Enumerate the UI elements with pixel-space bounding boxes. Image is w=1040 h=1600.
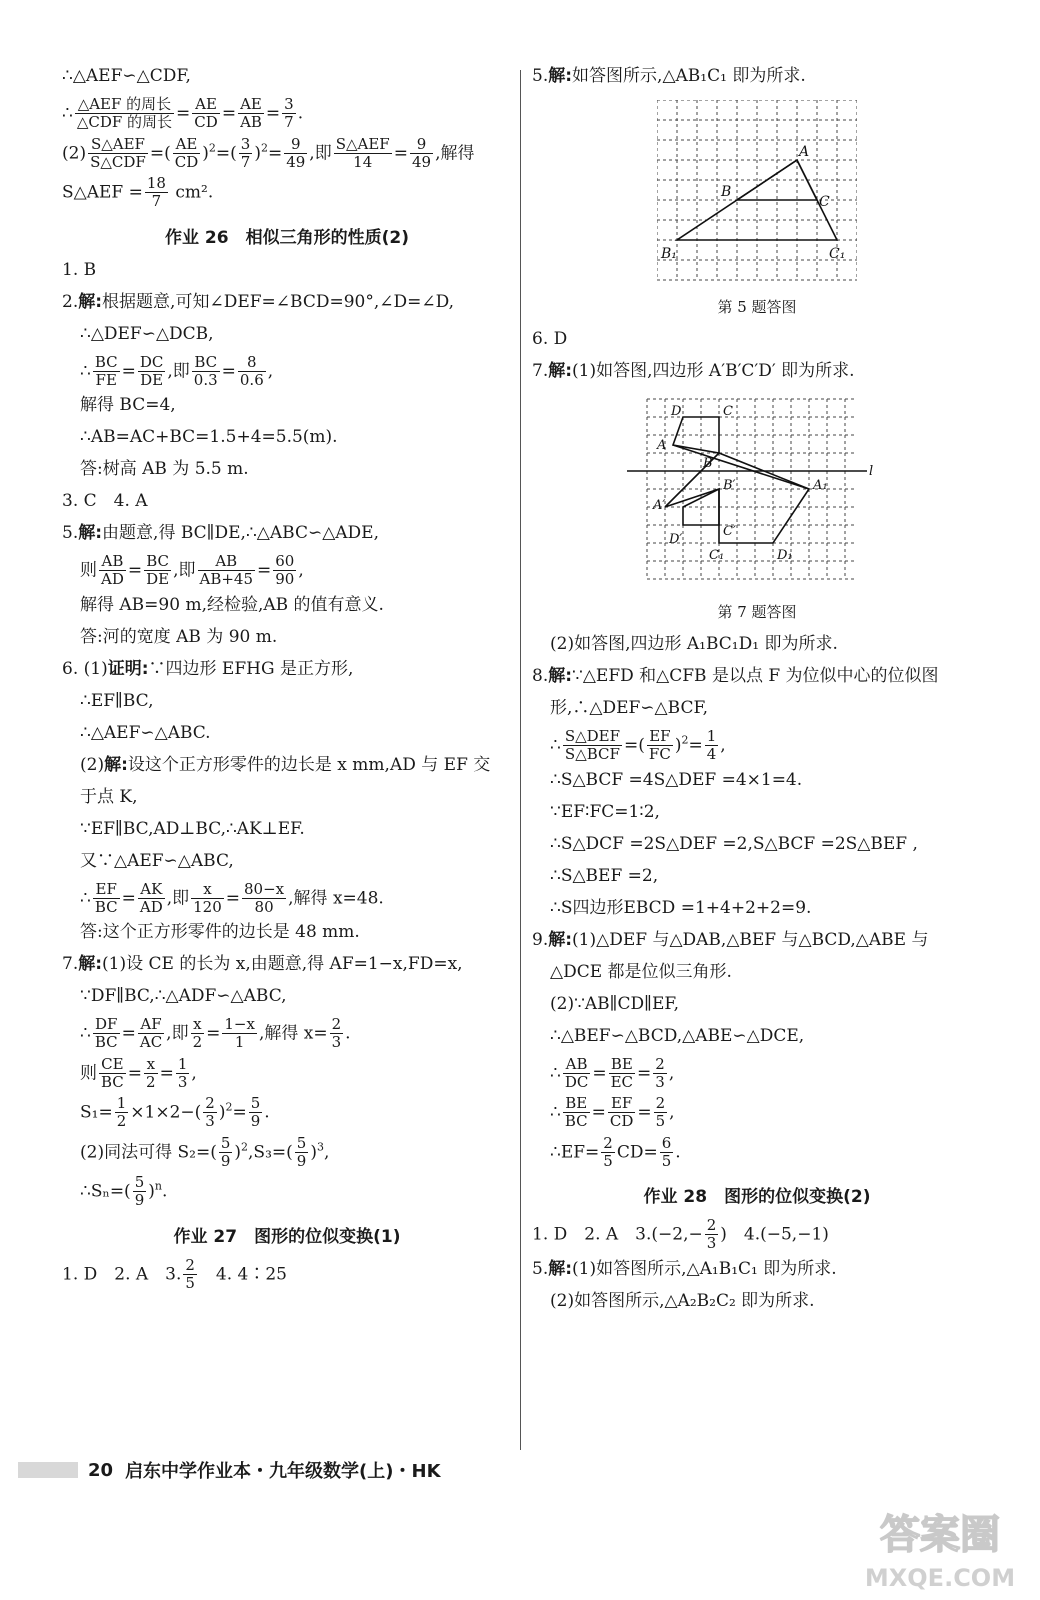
- fraction: $\frac{BC}{FE}$: [94, 352, 118, 389]
- answer-line: 7.解:(1)设 CE 的长为 x,由题意,得 AF=1−x,FD=x,: [62, 954, 463, 974]
- fraction: $\frac{\text{S△DEF}}{\text{S△BCF}}$: [564, 727, 621, 764]
- fraction: $\frac{5}{9}$: [250, 1094, 261, 1131]
- label-d: D: [671, 404, 682, 419]
- fraction: $\frac{3}{7}$: [240, 134, 251, 171]
- text-line: 解得 AB=90 m,经检验,AB 的值有意义.: [80, 594, 384, 615]
- watermark-text-1: 答案圈: [880, 1512, 1000, 1558]
- figure-5: [532, 94, 982, 292]
- column-divider: [520, 70, 521, 1450]
- grid-figure-7: [627, 395, 887, 591]
- text-line: ∴ $\frac{BC}{FE}$ = $\frac{DC}{DE}$ ,即 $\frac{BC}{0.3}$ = $\frac{8}{0.6}$ ,: [80, 352, 274, 389]
- text-line: ∴ $\frac{\text{△AEF 的周长}}{\text{△CDF 的周长}}$ = $\frac{AE}{CD}$ = $\frac{AE}{AB}$ = $\frac{3}{7}$ .: [62, 95, 304, 132]
- fraction: $\frac{AE}{AB}$: [240, 95, 262, 132]
- answer-line: 1. B: [62, 259, 97, 280]
- ray-a-a1: [673, 445, 809, 489]
- fraction: $\frac{1}{2}$: [116, 1094, 127, 1131]
- text-line: (2) $\frac{\text{S△AEF}}{\text{S△CDF}}$ =( $\frac{AE}{CD}$ )$^2$=( $\frac{3}{7}$ )$^2$= $\frac{9}{49}$ ,即 $\frac{\text{S△AEF}}{14}$ = $\frac{9}{49}$ ,解得: [62, 134, 475, 171]
- grid-figure-5: [657, 100, 857, 286]
- text-line: 则 $\frac{CE}{BC}$ = $\frac{x}{2}$ = $\frac{1}{3}$ ,: [80, 1054, 197, 1091]
- text-line: ∴S△BCF =4S△DEF =4×1=4.: [550, 769, 803, 790]
- text-line: ∵DF∥BC,∴△ADF∽△ABC,: [80, 986, 287, 1006]
- label-a: A: [657, 438, 667, 453]
- fraction: $\frac{8}{0.6}$: [239, 352, 264, 389]
- text-line: ∴S四边形EBCD =1+4+2+2=9.: [550, 897, 812, 918]
- book-title: 启东中学作业本・九年级数学(上)・HK: [125, 1461, 441, 1482]
- text-line: ∴△DEF∽△DCB,: [80, 323, 214, 344]
- section-heading: 作业 26 相似三角形的性质(2): [165, 227, 409, 248]
- text-line: (2)∵AB∥CD∥EF,: [550, 993, 679, 1014]
- watermark-logo: [850, 1500, 1030, 1596]
- fraction: $\frac{AE}{CD}$: [174, 134, 199, 171]
- fraction: $\frac{EF}{FC}$: [648, 727, 671, 764]
- text-line: ∴ $\frac{\text{S△DEF}}{\text{S△BCF}}$ =( $\frac{EF}{FC}$ )$^2$= $\frac{1}{4}$ ,: [550, 727, 726, 764]
- text-line: ∴△AEF∽△CDF,: [62, 66, 191, 86]
- text-line: ∴ $\frac{BE}{BC}$ = $\frac{EF}{CD}$ = $\frac{2}{5}$ ,: [550, 1094, 675, 1131]
- fraction: $\frac{x}{2}$: [146, 1054, 156, 1091]
- fraction: $\frac{BC}{0.3}$: [193, 352, 218, 389]
- figure-caption: 第 7 题答图: [717, 603, 797, 621]
- fraction: $\frac{x}{2}$: [192, 1015, 203, 1052]
- fraction: $\frac{EF}{BC}$: [94, 879, 118, 916]
- fraction: $\frac{18}{7}$: [146, 174, 166, 211]
- fraction: $\frac{2}{5}$: [655, 1094, 666, 1131]
- fraction: $\frac{BC}{DE}$: [146, 552, 170, 589]
- fraction: $\frac{CE}{BC}$: [101, 1054, 124, 1091]
- text-line: (2)如答图所示,△A₂B₂C₂ 即为所求.: [550, 1290, 815, 1311]
- fraction: $\frac{5}{9}$: [296, 1133, 307, 1170]
- page-number: 20: [88, 1459, 114, 1481]
- answer-line: 3. C 4. A: [62, 491, 148, 511]
- answer-line: 6. (1)证明:∵四边形 EFHG 是正方形,: [62, 658, 354, 679]
- label-b1: B₁: [661, 246, 677, 262]
- fraction: $\frac{5}{9}$: [134, 1173, 145, 1210]
- figure-caption: 第 5 题答图: [717, 298, 797, 316]
- label-a-prime: A′: [653, 498, 666, 513]
- text-line: 答:河的宽度 AB 为 90 m.: [80, 626, 278, 647]
- fraction: $\frac{9}{49}$: [411, 134, 432, 171]
- answer-line: 9.解:(1)△DEF 与△DAB,△BEF 与△BCD,△ABE 与: [532, 929, 929, 950]
- fraction: $\frac{BE}{EC}$: [610, 1054, 634, 1091]
- text-line: 又∵△AEF∽△ABC,: [80, 850, 234, 871]
- text-line: (2)同法可得 S₂=( $\frac{5}{9}$ )$^2$,S₃=( $\frac{5}{9}$ )$^3$,: [80, 1133, 330, 1170]
- text-line: ∵EF∶FC=1∶2,: [550, 801, 660, 822]
- fraction: $\frac{EF}{CD}$: [609, 1094, 634, 1131]
- fraction: $\frac{6}{5}$: [661, 1133, 672, 1170]
- fraction: $\frac{1}{3}$: [177, 1054, 188, 1091]
- fraction: $\frac{2}{5}$: [603, 1133, 613, 1170]
- fraction: $\frac{80-x}{80}$: [244, 879, 285, 916]
- fraction: $\frac{60}{90}$: [275, 552, 295, 589]
- footer-bar: [18, 1462, 78, 1478]
- text-line: ∴ $\frac{DF}{BC}$ = $\frac{AF}{AC}$ ,即 $\frac{x}{2}$ = $\frac{1-x}{1}$ ,解得 x= $\frac{2}{3}$ .: [80, 1015, 351, 1052]
- fraction: $\frac{AB}{AD}$: [101, 552, 124, 589]
- fraction: $\frac{\text{S△AEF}}{\text{S△CDF}}$: [90, 134, 146, 171]
- answer-line: 7.解:(1)如答图,四边形 A′B′C′D′ 即为所求.: [532, 361, 855, 381]
- text-line: ∴S△BEF =2,: [550, 865, 659, 886]
- page-footer: [18, 1452, 1018, 1488]
- text-line: S₁= $\frac{1}{2}$ ×1×2−( $\frac{2}{3}$ )$^2$= $\frac{5}{9}$ .: [80, 1094, 270, 1131]
- text-line: 形,∴△DEF∽△BCF,: [550, 698, 708, 718]
- fraction: $\frac{DF}{BC}$: [94, 1015, 118, 1052]
- text-line: ∴ $\frac{EF}{BC}$ = $\frac{AK}{AD}$ ,即 $\frac{x}{120}$ = $\frac{80-x}{80}$ ,解得 x=48.: [80, 879, 384, 916]
- label-c1: C₁: [709, 548, 725, 563]
- text-line: ∴△BEF∽△BCD,△ABE∽△DCE,: [550, 1025, 805, 1046]
- section-heading: 作业 27 图形的位似变换(1): [173, 1226, 401, 1247]
- text-line: ∴AB=AC+BC=1.5+4=5.5(m).: [80, 427, 338, 447]
- text-line: ∴Sₙ=( $\frac{5}{9}$ )$^n$.: [80, 1173, 168, 1210]
- text-line: ∴EF∥BC,: [80, 690, 154, 711]
- fraction: $\frac{3}{7}$: [284, 95, 294, 132]
- fraction: $\frac{5}{9}$: [220, 1133, 231, 1170]
- label-a1: A₁: [813, 478, 828, 493]
- label-l: l: [869, 464, 874, 479]
- label-d-prime: D′: [669, 532, 683, 547]
- label-c1: C₁: [829, 246, 846, 262]
- label-b: B: [721, 184, 732, 200]
- right-column: [532, 62, 982, 1319]
- answer-line: 8.解:∵△EFD 和△CFB 是以点 F 为位似中心的位似图: [532, 666, 939, 686]
- label-c: C: [723, 404, 733, 419]
- answer-line: 5.解:如答图所示,△AB₁C₁ 即为所求.: [532, 66, 806, 86]
- label-d1: D₁: [777, 548, 793, 563]
- text-line: △DCE 都是位似三角形.: [550, 961, 732, 982]
- text-line: 于点 K,: [80, 786, 138, 807]
- text-line: ∴EF= $\frac{2}{5}$ CD= $\frac{6}{5}$ .: [550, 1133, 681, 1170]
- fraction: $\frac{2}{3}$: [331, 1015, 342, 1052]
- text-line: ∵EF∥BC,AD⊥BC,∴AK⊥EF.: [80, 818, 305, 839]
- answer-line: 6. D: [532, 329, 568, 349]
- fraction: $\frac{2}{3}$: [205, 1094, 215, 1131]
- text-line: (2)如答图,四边形 A₁BC₁D₁ 即为所求.: [550, 634, 838, 654]
- watermark-text-2: MXQE.COM: [864, 1564, 1016, 1592]
- label-a: A: [799, 144, 810, 160]
- section-heading: 作业 28 图形的位似变换(2): [643, 1187, 871, 1207]
- fraction: $\frac{1-x}{1}$: [224, 1015, 255, 1052]
- figure-7: [532, 389, 982, 597]
- answer-line: 1. D 2. A 3. $\frac{2}{5}$ 4. 4∶25: [62, 1255, 287, 1292]
- answer-line: 5.解:(1)如答图所示,△A₁B₁C₁ 即为所求.: [532, 1258, 837, 1279]
- fraction: $\frac{AB}{DC}$: [564, 1054, 589, 1091]
- fraction: $\frac{AB}{AB+45}$: [199, 552, 254, 589]
- fraction: $\frac{DC}{DE}$: [139, 352, 164, 389]
- answer-line: 2.解:根据题意,可知∠DEF=∠BCD=90°,∠D=∠D,: [62, 291, 455, 312]
- text-line: 答:树高 AB 为 5.5 m.: [80, 459, 249, 479]
- label-b-prime: B′: [723, 478, 736, 493]
- text-line: 则 $\frac{AB}{AD}$ = $\frac{BC}{DE}$ ,即 $\frac{AB}{AB+45}$ = $\frac{60}{90}$ ,: [80, 552, 304, 589]
- left-column: [62, 62, 512, 1294]
- fraction: $\frac{\text{△AEF 的周长}}{\text{△CDF 的周长}}$: [76, 95, 173, 132]
- fraction: $\frac{BE}{BC}$: [564, 1094, 588, 1131]
- fraction: $\frac{2}{5}$: [185, 1255, 195, 1292]
- text-line: 解得 BC=4,: [80, 395, 176, 415]
- text-line: ∴ $\frac{AB}{DC}$ = $\frac{BE}{EC}$ = $\frac{2}{3}$ ,: [550, 1054, 675, 1091]
- fraction: $\frac{1}{4}$: [706, 727, 717, 764]
- label-c-prime: C′: [723, 524, 736, 539]
- fraction: $\frac{\text{S△AEF}}{14}$: [335, 134, 390, 171]
- fraction: $\frac{AK}{AD}$: [139, 879, 163, 916]
- fraction: $\frac{9}{49}$: [286, 134, 306, 171]
- text-line: S△AEF = $\frac{18}{7}$ cm².: [62, 174, 214, 211]
- text-line: ∴S△DCF =2S△DEF =2,S△BCF =2S△BEF ,: [550, 833, 918, 854]
- fraction: $\frac{AE}{CD}$: [194, 95, 218, 132]
- fraction: $\frac{2}{3}$: [706, 1216, 717, 1253]
- fraction: $\frac{2}{3}$: [655, 1054, 665, 1091]
- text-line: (2)解:设这个正方形零件的边长是 x mm,AD 与 EF 交: [80, 754, 491, 775]
- label-c: C: [819, 194, 830, 210]
- fraction: $\frac{AF}{AC}$: [139, 1015, 163, 1052]
- text-line: 答:这个正方形零件的边长是 48 mm.: [80, 922, 360, 942]
- answer-line: 5.解:由题意,得 BC∥DE,∴△ABC∽△ADE,: [62, 523, 379, 543]
- answer-line: 1. D 2. A 3.(−2,− $\frac{2}{3}$ ) 4.(−5,−1): [532, 1216, 829, 1253]
- label-b: B: [703, 456, 713, 471]
- text-line: ∴△AEF∽△ABC.: [80, 722, 211, 743]
- fraction: $\frac{x}{120}$: [193, 879, 222, 916]
